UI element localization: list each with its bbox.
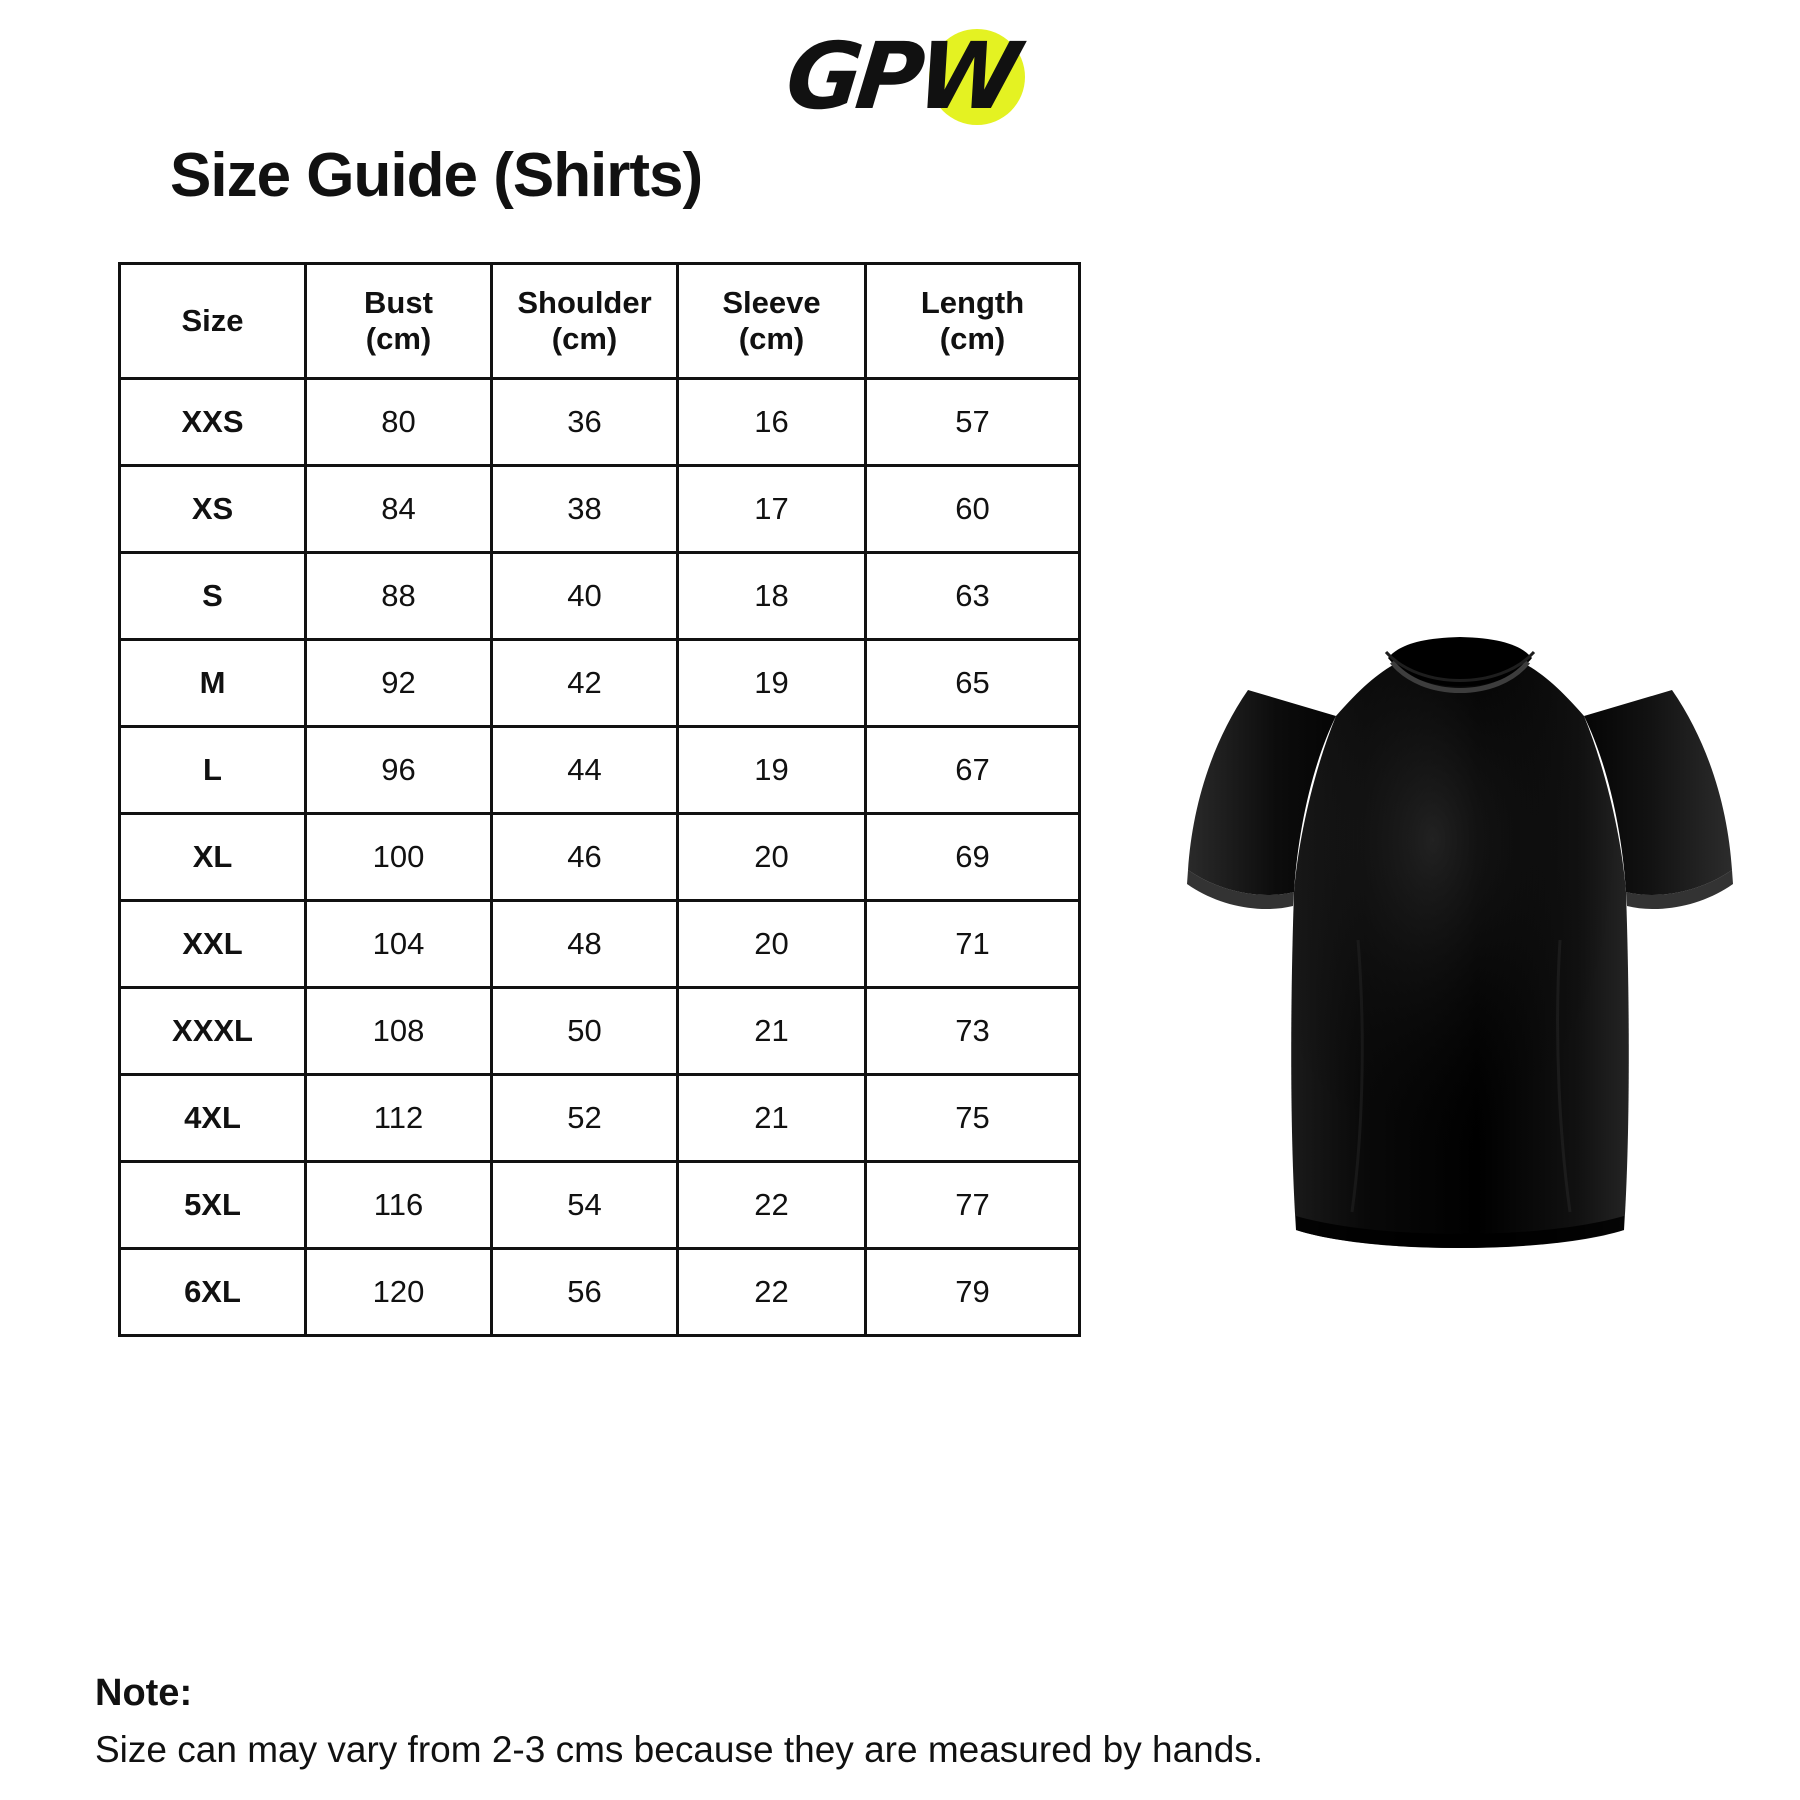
cell-size: 6XL xyxy=(120,1249,306,1336)
cell-bust: 92 xyxy=(306,640,492,727)
cell-shoulder: 42 xyxy=(492,640,678,727)
cell-size: 5XL xyxy=(120,1162,306,1249)
cell-length: 67 xyxy=(866,727,1080,814)
table-body xyxy=(120,379,1080,1336)
column-header-bust-line1: Bust xyxy=(364,285,433,321)
cell-sleeve: 19 xyxy=(678,640,866,727)
table-row xyxy=(120,1075,1080,1162)
cell-sleeve: 22 xyxy=(678,1249,866,1336)
tshirt-icon xyxy=(1130,540,1790,1340)
cell-length: 57 xyxy=(866,379,1080,466)
cell-shoulder: 36 xyxy=(492,379,678,466)
cell-size: XXL xyxy=(120,901,306,988)
cell-length: 71 xyxy=(866,901,1080,988)
cell-length: 63 xyxy=(866,553,1080,640)
column-header-shoulder-line1: Shoulder xyxy=(517,285,652,321)
cell-bust: 112 xyxy=(306,1075,492,1162)
cell-sleeve: 20 xyxy=(678,814,866,901)
cell-size: S xyxy=(120,553,306,640)
table-row xyxy=(120,640,1080,727)
cell-bust: 96 xyxy=(306,727,492,814)
cell-sleeve: 20 xyxy=(678,901,866,988)
cell-length: 69 xyxy=(866,814,1080,901)
cell-sleeve: 21 xyxy=(678,1075,866,1162)
note-label: Note: xyxy=(95,1672,193,1714)
column-header-length-line1: Length xyxy=(920,285,1025,321)
cell-sleeve: 18 xyxy=(678,553,866,640)
column-header-bust-line2: (cm) xyxy=(365,321,432,356)
cell-sleeve: 22 xyxy=(678,1162,866,1249)
table-row xyxy=(120,379,1080,466)
cell-bust: 116 xyxy=(306,1162,492,1249)
cell-sleeve: 21 xyxy=(678,988,866,1075)
logo-mark xyxy=(781,23,1019,130)
cell-shoulder: 38 xyxy=(492,466,678,553)
cell-shoulder: 40 xyxy=(492,553,678,640)
table-header-row xyxy=(120,264,1080,379)
cell-bust: 88 xyxy=(306,553,492,640)
cell-size: XL xyxy=(120,814,306,901)
cell-sleeve: 17 xyxy=(678,466,866,553)
cell-bust: 120 xyxy=(306,1249,492,1336)
column-header-sleeve xyxy=(678,264,866,379)
cell-shoulder: 44 xyxy=(492,727,678,814)
column-header-bust xyxy=(306,264,492,379)
table-row xyxy=(120,1249,1080,1336)
cell-bust: 104 xyxy=(306,901,492,988)
logo-wordmark: GPW xyxy=(781,23,1019,130)
cell-shoulder: 48 xyxy=(492,901,678,988)
cell-bust: 80 xyxy=(306,379,492,466)
page-title: Size Guide (Shirts) xyxy=(170,141,703,210)
cell-length: 75 xyxy=(866,1075,1080,1162)
brand-logo xyxy=(0,22,1800,132)
cell-shoulder: 46 xyxy=(492,814,678,901)
cell-size: 4XL xyxy=(120,1075,306,1162)
cell-length: 79 xyxy=(866,1249,1080,1336)
column-header-length-line2: (cm) xyxy=(939,321,1006,356)
cell-length: 77 xyxy=(866,1162,1080,1249)
cell-sleeve: 16 xyxy=(678,379,866,466)
cell-length: 60 xyxy=(866,466,1080,553)
table-row xyxy=(120,1162,1080,1249)
cell-sleeve: 19 xyxy=(678,727,866,814)
table-row xyxy=(120,901,1080,988)
column-header-sleeve-line2: (cm) xyxy=(738,321,805,356)
cell-length: 65 xyxy=(866,640,1080,727)
column-header-length xyxy=(866,264,1080,379)
note-text: Size can may vary from 2-3 cms because they are measured by hands. xyxy=(95,1729,1264,1770)
size-table-container xyxy=(118,262,1078,1337)
column-header-shoulder xyxy=(492,264,678,379)
table-row xyxy=(120,553,1080,640)
column-header-size-line1: Size xyxy=(181,303,244,339)
table-row xyxy=(120,814,1080,901)
cell-size: L xyxy=(120,727,306,814)
cell-bust: 108 xyxy=(306,988,492,1075)
cell-shoulder: 50 xyxy=(492,988,678,1075)
size-table xyxy=(118,262,1081,1337)
cell-shoulder: 56 xyxy=(492,1249,678,1336)
table-header xyxy=(120,264,1080,379)
cell-size: XXXL xyxy=(120,988,306,1075)
note-block xyxy=(95,1672,1715,1771)
cell-size: XXS xyxy=(120,379,306,466)
cell-bust: 84 xyxy=(306,466,492,553)
table-row xyxy=(120,727,1080,814)
cell-bust: 100 xyxy=(306,814,492,901)
cell-length: 73 xyxy=(866,988,1080,1075)
cell-size: M xyxy=(120,640,306,727)
cell-size: XS xyxy=(120,466,306,553)
black-tshirt-photo xyxy=(1130,540,1790,1340)
column-header-sleeve-line1: Sleeve xyxy=(722,285,821,321)
column-header-size xyxy=(120,264,306,379)
table-row xyxy=(120,466,1080,553)
cell-shoulder: 52 xyxy=(492,1075,678,1162)
cell-shoulder: 54 xyxy=(492,1162,678,1249)
column-header-shoulder-line2: (cm) xyxy=(551,321,618,356)
table-row xyxy=(120,988,1080,1075)
